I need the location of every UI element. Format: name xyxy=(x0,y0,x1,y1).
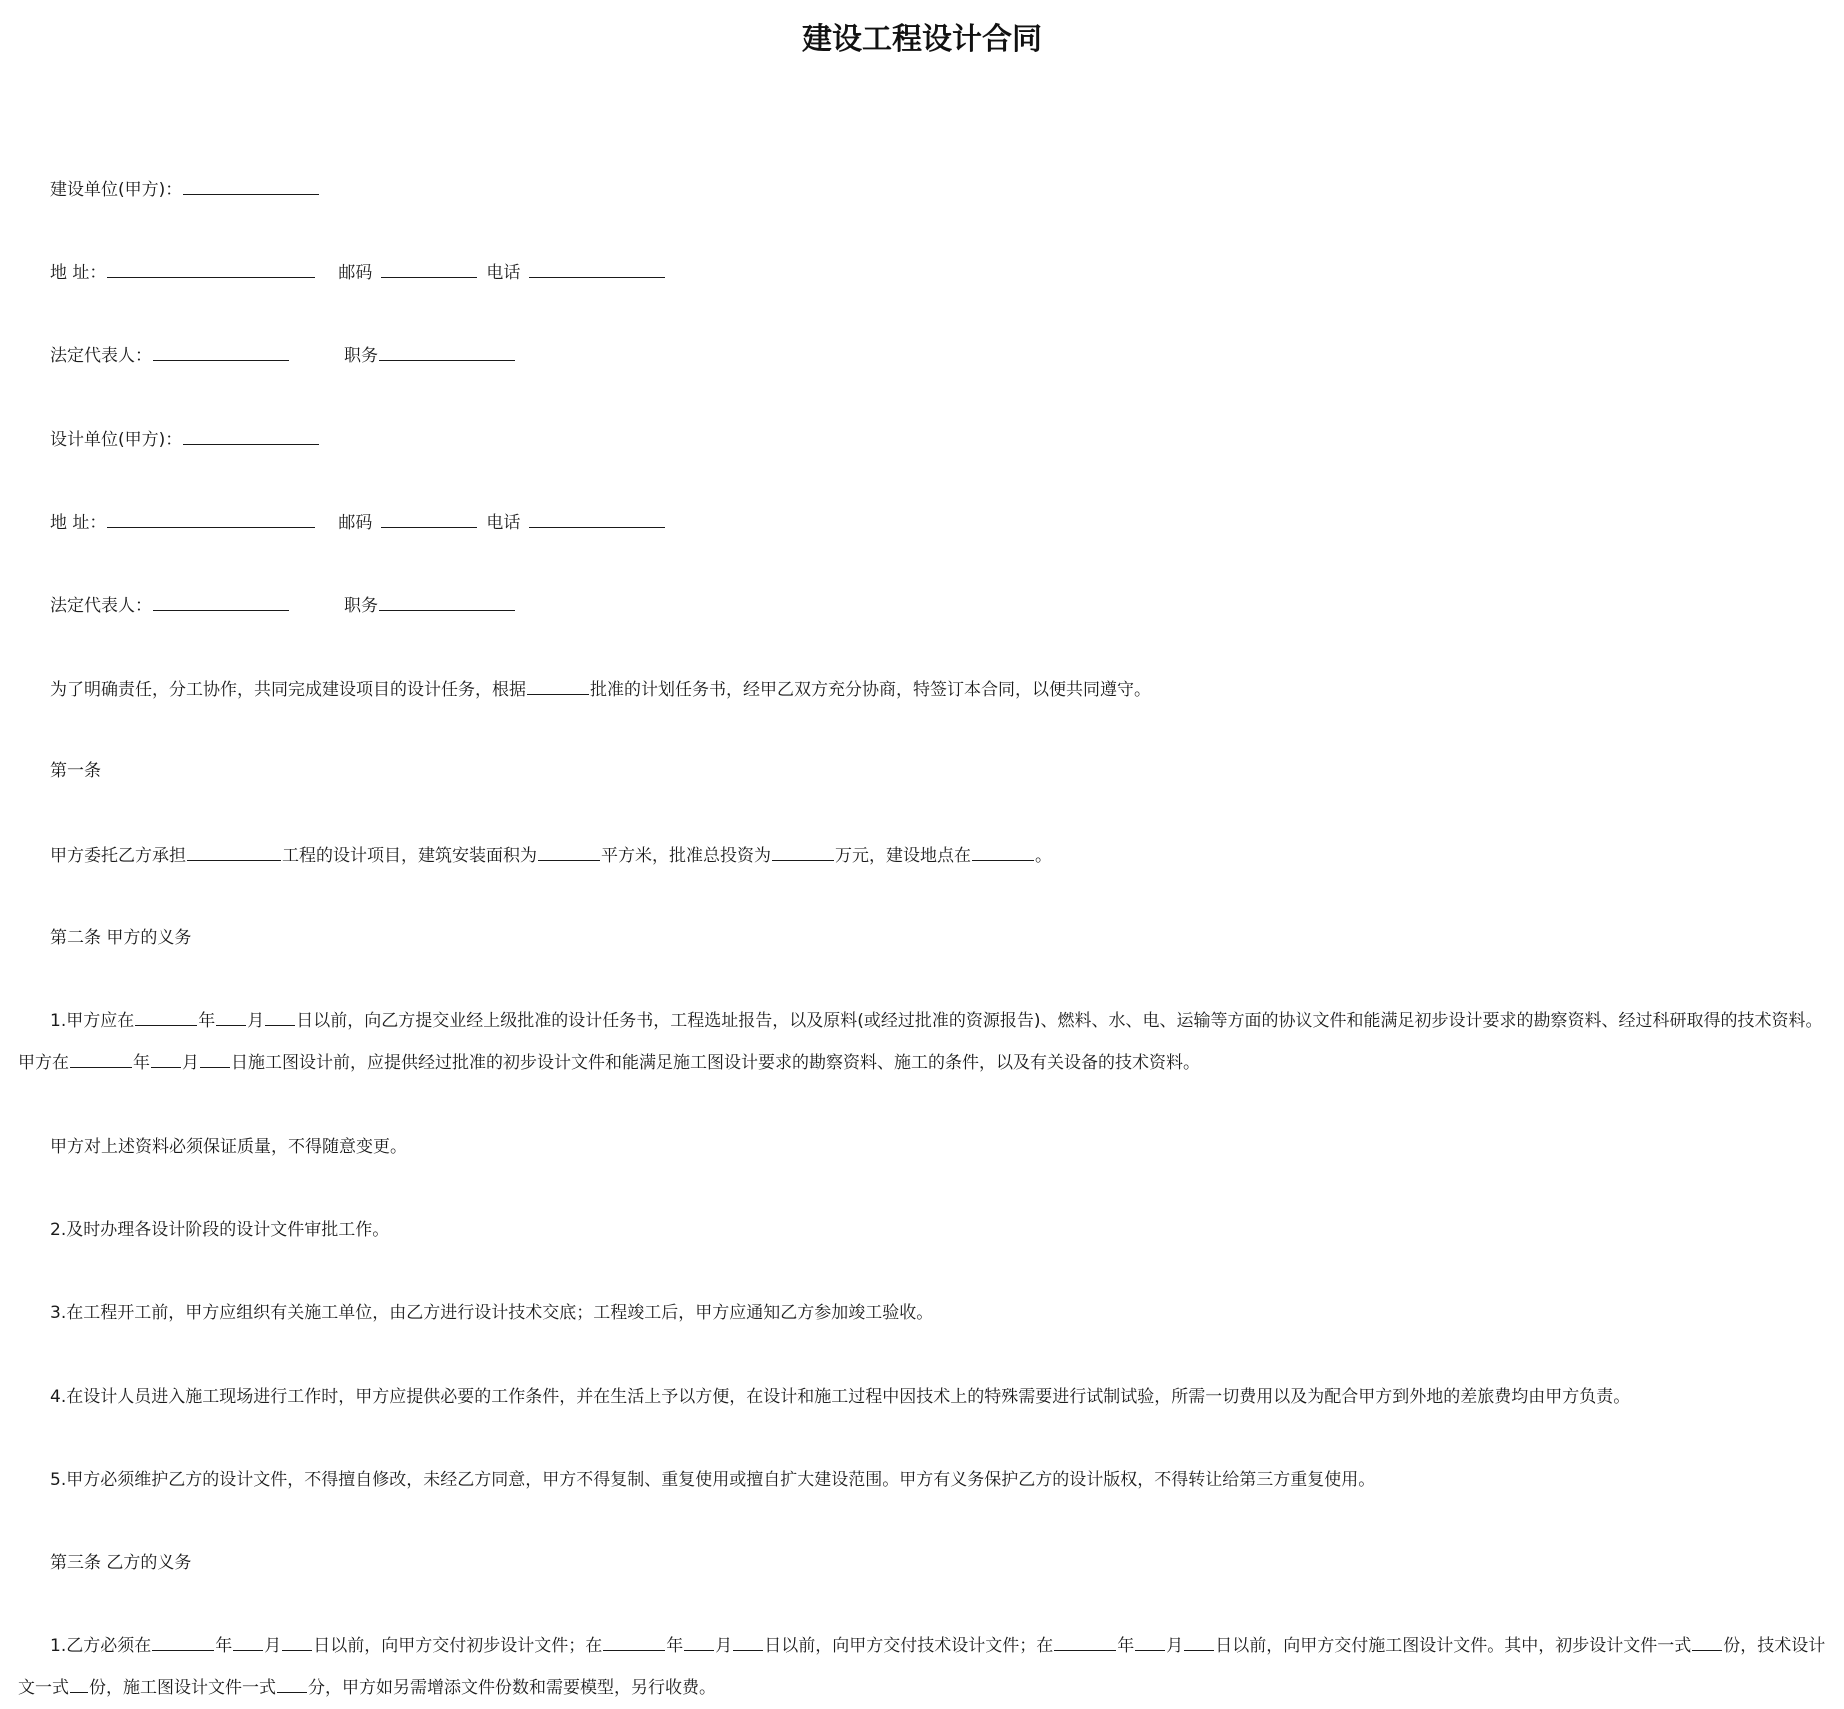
a3-const-month-label: 月 xyxy=(1166,1636,1184,1656)
party-b-position-blank[interactable] xyxy=(379,592,515,611)
a2-item1-year2-label: 年 xyxy=(133,1053,150,1073)
project-name-blank[interactable] xyxy=(187,842,281,861)
party-a-rep-line xyxy=(50,342,516,368)
a3-item1-text-m: 分，甲方如另需增添文件份数和需要模型，另行收费。 xyxy=(308,1678,716,1698)
a3-const-copies-blank[interactable] xyxy=(277,1674,307,1693)
investment-blank[interactable] xyxy=(772,842,834,861)
a2-item1-text-a: 1.甲方应在 xyxy=(50,1011,135,1031)
a3-const-day-blank[interactable] xyxy=(1184,1632,1214,1651)
article-1-text-5: 。 xyxy=(1035,846,1052,866)
party-b-phone-label: 电话 xyxy=(486,513,521,533)
preamble-approver-blank[interactable] xyxy=(527,676,589,695)
a3-prelim-day-blank[interactable] xyxy=(282,1632,312,1651)
a2-item1-text-g: 日施工图设计前，应提供经过批准的初步设计文件和能满足施工图设计要求的勘察资料、施工的条件，以及有关设备的技术资料。 xyxy=(231,1053,1200,1073)
preamble-text-1: 为了明确责任，分工协作，共同完成建设项目的设计任务，根据 xyxy=(50,680,526,700)
a2-item1-month-blank[interactable] xyxy=(216,1007,246,1026)
a2-item1-month2-blank[interactable] xyxy=(151,1049,181,1068)
a3-prelim-copies-blank[interactable] xyxy=(1692,1632,1722,1651)
party-a-unit-label: 建设单位(甲方)： xyxy=(50,180,183,200)
party-b-rep-blank[interactable] xyxy=(153,592,289,611)
a2-item1-day-blank[interactable] xyxy=(265,1007,295,1026)
a2-item1-month2-label: 月 xyxy=(182,1053,199,1073)
a3-item1-text-l: 份，施工图设计文件一式 xyxy=(89,1678,276,1698)
a2-item1-year-blank[interactable] xyxy=(135,1007,197,1026)
a3-const-year-blank[interactable] xyxy=(1054,1632,1116,1651)
a3-prelim-year-label: 年 xyxy=(215,1636,233,1656)
party-a-position-blank[interactable] xyxy=(379,342,515,361)
party-b-address-label: 地 址： xyxy=(50,513,107,533)
article-2-note: 甲方对上述资料必须保证质量，不得随意变更。 xyxy=(50,1137,407,1157)
preamble-text-2: 批准的计划任务书，经甲乙双方充分协商，特签订本合同，以便共同遵守。 xyxy=(590,680,1151,700)
article-1-text-3: 平方米，批准总投资为 xyxy=(601,846,771,866)
a3-item1-text-j: 日以前，向甲方交付施工图设计文件。其中，初步设计文件一式 xyxy=(1215,1636,1692,1656)
party-a-postcode-label: 邮码 xyxy=(338,263,373,283)
a2-item1-text-d: 日以前，向乙方提交业经上级批准的设计任务书，工程选址报告，以及原料(或经过批准的资源报告)、燃料、水、电、运输等方面的协议文件和能满足初步设计要求的勘察资料、经过科研取得的技术资料。甲方在 xyxy=(18,1011,1823,1073)
a3-tech-day-blank[interactable] xyxy=(733,1632,763,1651)
a3-item1-text-d: 日以前，向甲方交付初步设计文件；在 xyxy=(313,1636,603,1656)
party-b-address-line xyxy=(50,509,666,535)
article-1-text-2: 工程的设计项目，建筑安装面积为 xyxy=(282,846,537,866)
party-a-address-line xyxy=(50,259,666,285)
a3-tech-year-label: 年 xyxy=(666,1636,684,1656)
a2-item1-year2-blank[interactable] xyxy=(70,1049,132,1068)
a3-tech-year-blank[interactable] xyxy=(603,1632,665,1651)
article-1-heading: 第一条 xyxy=(50,761,101,781)
party-a-phone-label: 电话 xyxy=(486,263,521,283)
article-1-text-1: 甲方委托乙方承担 xyxy=(50,846,186,866)
party-a-postcode-blank[interactable] xyxy=(381,259,477,278)
a3-tech-month-label: 月 xyxy=(715,1636,733,1656)
a3-tech-copies-blank[interactable] xyxy=(70,1674,88,1693)
party-a-unit-blank[interactable] xyxy=(183,176,319,195)
a3-prelim-month-blank[interactable] xyxy=(233,1632,263,1651)
a2-item1-month-label: 月 xyxy=(247,1011,265,1031)
article-2-item-3: 3.在工程开工前，甲方应组织有关施工单位，由乙方进行设计技术交底；工程竣工后，甲方应通知乙方参加竣工验收。 xyxy=(50,1303,934,1323)
party-a-address-blank[interactable] xyxy=(107,259,315,278)
a2-item1-day2-blank[interactable] xyxy=(200,1049,230,1068)
location-blank[interactable] xyxy=(972,842,1034,861)
party-b-address-blank[interactable] xyxy=(107,509,315,528)
article-2-item-4: 4.在设计人员进入施工现场进行工作时，甲方应提供必要的工作条件，并在生活上予以方便，在设计和施工过程中因技术上的特殊需要进行试制试验，所需一切费用以及为配合甲方到外地的差旅费均由甲方负责。 xyxy=(50,1387,1631,1407)
party-a-rep-label: 法定代表人： xyxy=(50,346,152,366)
a3-const-year-label: 年 xyxy=(1117,1636,1135,1656)
a2-item1-year-label: 年 xyxy=(198,1011,216,1031)
party-a-unit-line xyxy=(50,176,320,202)
article-3-heading: 第三条 乙方的义务 xyxy=(50,1553,192,1573)
article-1-text-4: 万元，建设地点在 xyxy=(835,846,971,866)
area-blank[interactable] xyxy=(538,842,600,861)
a3-prelim-month-label: 月 xyxy=(264,1636,282,1656)
party-b-position-label: 职务 xyxy=(344,596,378,616)
a3-item1-text-k: 份，技术设计文一式 xyxy=(18,1636,1826,1698)
party-b-postcode-label: 邮码 xyxy=(338,513,373,533)
article-1-body xyxy=(50,842,1052,868)
a3-item1-text-a: 1.乙方必须在 xyxy=(50,1636,152,1656)
party-b-unit-label: 设计单位(甲方)： xyxy=(50,430,183,450)
article-3-item-1 xyxy=(18,1625,1826,1709)
a3-prelim-year-blank[interactable] xyxy=(152,1632,214,1651)
party-b-unit-blank[interactable] xyxy=(183,426,319,445)
party-b-phone-blank[interactable] xyxy=(529,509,665,528)
party-b-rep-line xyxy=(50,592,516,618)
article-2-item-5: 5.甲方必须维护乙方的设计文件，不得擅自修改，未经乙方同意，甲方不得复制、重复使用或擅自扩大建设范围。甲方有义务保护乙方的设计版权，不得转让给第三方重复使用。 xyxy=(50,1470,1376,1490)
a3-item1-text-g: 日以前，向甲方交付技术设计文件；在 xyxy=(764,1636,1054,1656)
a3-tech-month-blank[interactable] xyxy=(684,1632,714,1651)
party-b-unit-line xyxy=(50,426,320,452)
party-a-address-label: 地 址： xyxy=(50,263,107,283)
document-title: 建设工程设计合同 xyxy=(802,22,1042,57)
preamble xyxy=(50,676,1151,702)
article-2-item-2: 2.及时办理各设计阶段的设计文件审批工作。 xyxy=(50,1220,390,1240)
party-a-phone-blank[interactable] xyxy=(529,259,665,278)
a3-const-month-blank[interactable] xyxy=(1135,1632,1165,1651)
party-a-rep-blank[interactable] xyxy=(153,342,289,361)
party-b-rep-label: 法定代表人： xyxy=(50,596,152,616)
party-b-postcode-blank[interactable] xyxy=(381,509,477,528)
party-a-position-label: 职务 xyxy=(344,346,378,366)
article-2-item-1 xyxy=(18,1000,1826,1084)
article-2-heading: 第二条 甲方的义务 xyxy=(50,928,192,948)
